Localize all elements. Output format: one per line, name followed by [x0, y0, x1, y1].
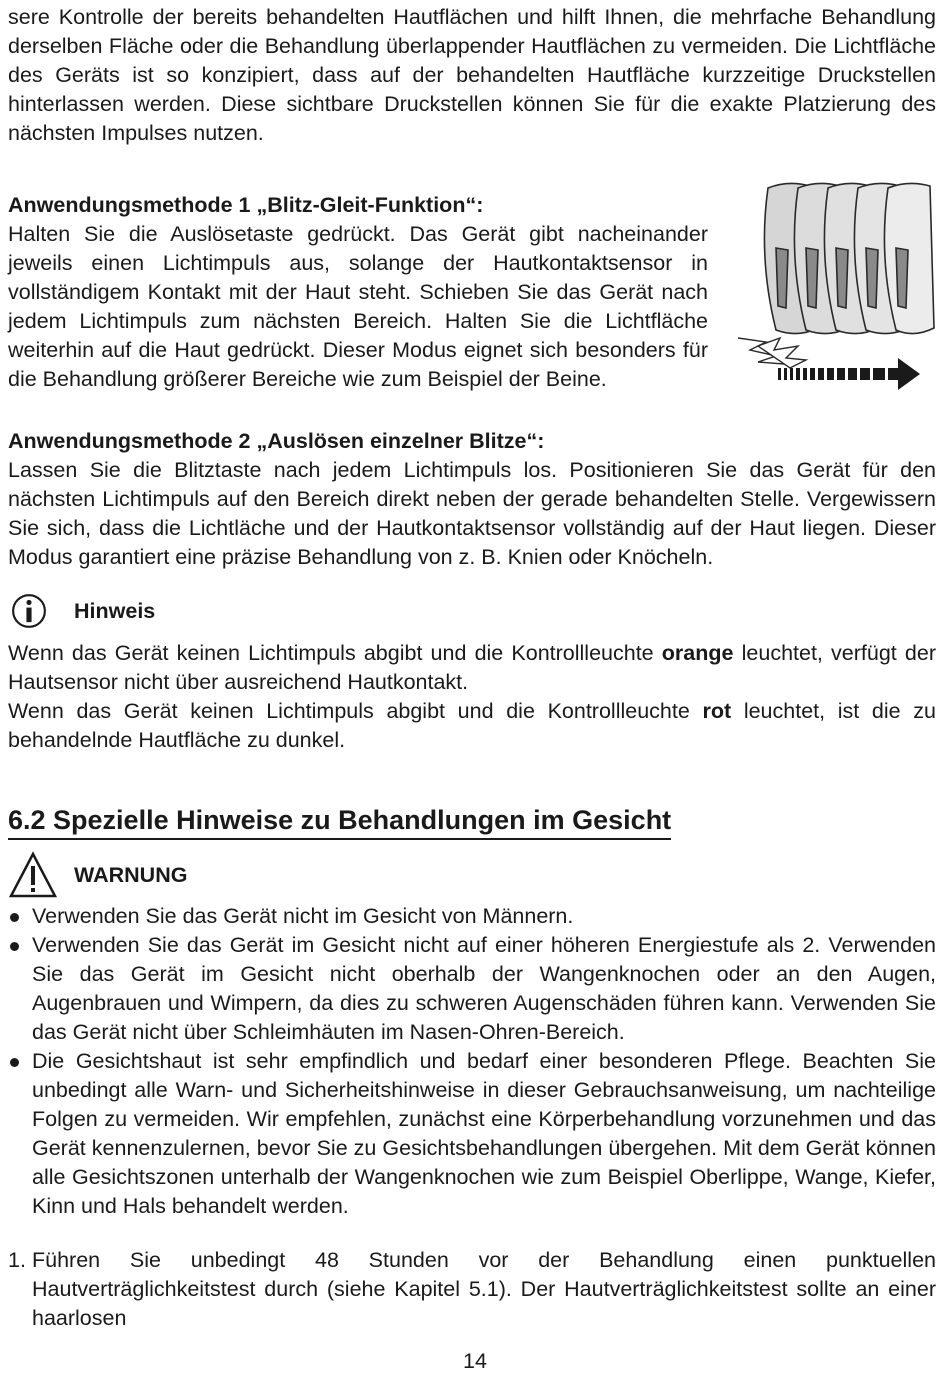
- flash-burst: [738, 338, 806, 368]
- note-text: leuchtet, ist die zu behandelnde Hautfläche zu dunkel.: [8, 699, 936, 752]
- note-text: leuchtet, verfügt der Hautsensor nicht über ausreichend Hautkontakt.: [8, 641, 936, 694]
- warning-title: WARNUNG: [74, 862, 188, 887]
- note-header: [8, 593, 936, 629]
- step-number: 1.: [8, 1248, 26, 1272]
- list-item: Verwenden Sie das Gerät nicht im Gesicht von Männern.: [8, 902, 936, 931]
- note-title: Hinweis: [74, 598, 156, 623]
- method2-block: [8, 427, 936, 572]
- warning-list: [8, 902, 936, 1221]
- step-text: Führen Sie unbedingt 48 Stunden vor der Behandlung einen punktuellen Hautverträglichkeitstest durch (siehe Kapitel 5.1). Der Hautverträglichkeitstest sollte an einer haarlosen: [32, 1248, 936, 1330]
- list-item: Verwenden Sie das Gerät im Gesicht nicht auf einer höheren Energiestufe als 2. Verwenden Sie das Gerät im Gesicht nicht oberhalb der Wangenknochen oder an den Augen, Augenbrauen und Wimpern, da dies zu schweren Augenschäden führen kann. Verwenden Sie das Gerät nicht über Schleimhäuten im Nasen-Ohren-Bereich.: [8, 931, 936, 1047]
- note-text: Wenn das Gerät keinen Lichtimpuls abgibt und die Kontrollleuchte: [8, 699, 703, 723]
- section-6-2: [8, 803, 936, 1333]
- note-paragraph-red: [8, 697, 936, 755]
- method1-block: [8, 191, 708, 394]
- steps-list: [8, 1246, 936, 1333]
- device-silhouettes: [764, 183, 934, 333]
- section-title: 6.2 Spezielle Hinweise zu Behandlungen im Gesicht: [8, 803, 671, 840]
- status-color-orange: orange: [661, 641, 734, 665]
- info-circle-icon: [8, 593, 50, 629]
- page-number: 14: [463, 1349, 487, 1373]
- note-paragraph-orange: [8, 639, 936, 697]
- intro-paragraph: sere Kontrolle der bereits behandelten Hautflächen und hilft Ihnen, die mehrfache Behandlung derselben Fläche oder die Behandlung überlappender Hautflächen zu vermeiden. Die Lichtfläche des Geräts ist so konzipiert, dass auf der behandelten Hautfläche kurzzeitige Druckstellen hinterlassen werden. Diese sichtbare Druckstellen können Sie für die exakte Platzierung des nächsten Impulses nutzen.: [8, 5, 936, 145]
- method1-heading: Anwendungsmethode 1 „Blitz-Gleit-Funktion“:: [8, 193, 484, 217]
- note-block: [8, 593, 936, 755]
- warning-triangle-icon: [8, 851, 58, 899]
- method1-text: Halten Sie die Auslösetaste gedrückt. Das Gerät gibt nacheinander jeweils einen Lichtimpuls aus, solange der Hautkontaktsensor in vollständigem Kontakt mit der Haut steht. Schieben Sie das Gerät nach jedem Lichtimpuls zum nächsten Bereich. Halten Sie die Lichtfläche weiterhin auf die Haut gedrückt. Dieser Modus eignet sich besonders für die Behandlung größerer Bereiche wie zum Beispiel der Beine.: [8, 222, 708, 391]
- device-sliding-illustration: [728, 178, 938, 393]
- manual-page: [8, 3, 936, 1330]
- note-text: Wenn das Gerät keinen Lichtimpuls abgibt und die Kontrollleuchte: [8, 641, 662, 665]
- method2-heading: Anwendungsmethode 2 „Auslösen einzelner Blitze“:: [8, 429, 545, 453]
- warning-header: [8, 850, 936, 900]
- list-item: Die Gesichtshaut ist sehr empfindlich und bedarf einer besonderen Pflege. Beachten Sie unbedingt alle Warn- und Sicherheitshinweise in dieser Gebrauchsanweisung, um nachteilige Folgen zu vermeiden. Wir empfehlen, zunächst eine Körperbehandlung vorzunehmen und das Gerät kennenzulernen, bevor Sie zu Gesichtsbehandlungen übergehen. Mit dem Gerät können alle Gesichtszonen unterhalb der Wangenknochen wie zum Beispiel Oberlippe, Wange, Kiefer, Kinn und Hals behandelt werden.: [8, 1047, 936, 1221]
- status-color-red: rot: [702, 699, 732, 723]
- method2-text: Lassen Sie die Blitztaste nach jedem Lichtimpuls los. Positionieren Sie das Gerät für den nächsten Lichtimpuls auf den Bereich direkt neben der gerade behandelten Stelle. Vergewissern Sie sich, dass die Lichtläche und der Hautkontaktsensor vollständig auf der Haut liegen. Dieser Modus garantiert eine präzise Behandlung von z. B. Knien oder Knöcheln.: [8, 458, 936, 569]
- step-item: [8, 1246, 936, 1333]
